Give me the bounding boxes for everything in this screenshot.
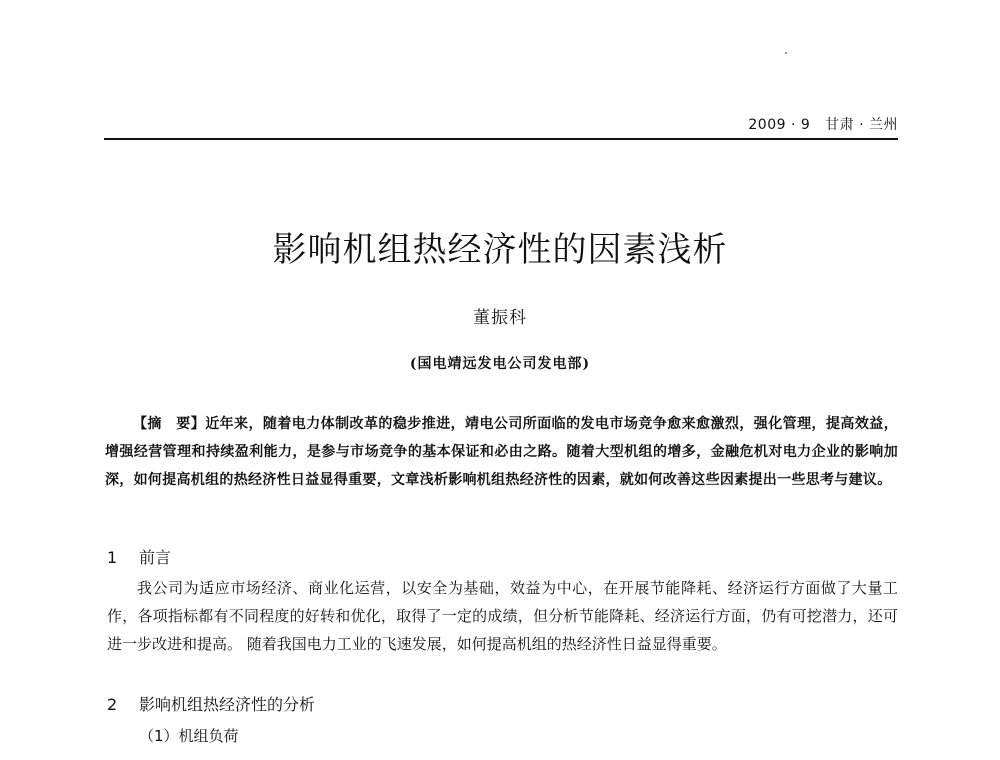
scan-speck bbox=[785, 52, 787, 54]
abstract-text: 近年来，随着电力体制改革的稳步推进，靖电公司所面临的发电市场竞争愈来愈激烈，强化管理，提高效益，增强经营管理和持续盈利能力，是参与市场竞争的基本保证和必由之路。随着大型机组的增多，金融危机对电力企业的影响加深，如何提高机组的热经济性日益显得重要，文章浅析影响机组热经济性的因素，就如何改善这些因素提出一些思考与建议。 bbox=[105, 416, 898, 488]
section-title: 前言 bbox=[139, 548, 172, 567]
subsection-item: （1）机组负荷 bbox=[139, 727, 239, 745]
abstract bbox=[105, 410, 898, 494]
paper-title: 影响机组热经济性的因素浅析 bbox=[272, 230, 728, 270]
abstract-label: 【摘 要】 bbox=[133, 416, 206, 432]
section-number: 1 bbox=[107, 548, 118, 567]
section-number: 2 bbox=[107, 695, 118, 714]
author-name: 董振科 bbox=[473, 308, 527, 328]
header-rule bbox=[104, 138, 898, 140]
section-heading-analysis bbox=[107, 693, 315, 717]
author-affiliation: (国电靖远发电公司发电部) bbox=[409, 356, 591, 372]
running-header bbox=[748, 114, 898, 134]
section-title: 影响机组热经济性的分析 bbox=[139, 695, 316, 714]
issue-date: 2009 · 9 bbox=[748, 117, 811, 133]
section-heading-intro bbox=[107, 546, 171, 570]
conference-location: 甘肃 · 兰州 bbox=[825, 117, 898, 133]
intro-paragraph: 我公司为适应市场经济、商业化运营，以安全为基础，效益为中心，在开展节能降耗、经济运行方面做了大量工作，各项指标都有不同程度的好转和优化，取得了一定的成绩，但分析节能降耗、经济运行方面，仍有可挖潜力，还可进一步改进和提高。 随着我国电力工业的飞速发展，如何提高机组的热经济性日益显得重要。 bbox=[107, 579, 898, 653]
